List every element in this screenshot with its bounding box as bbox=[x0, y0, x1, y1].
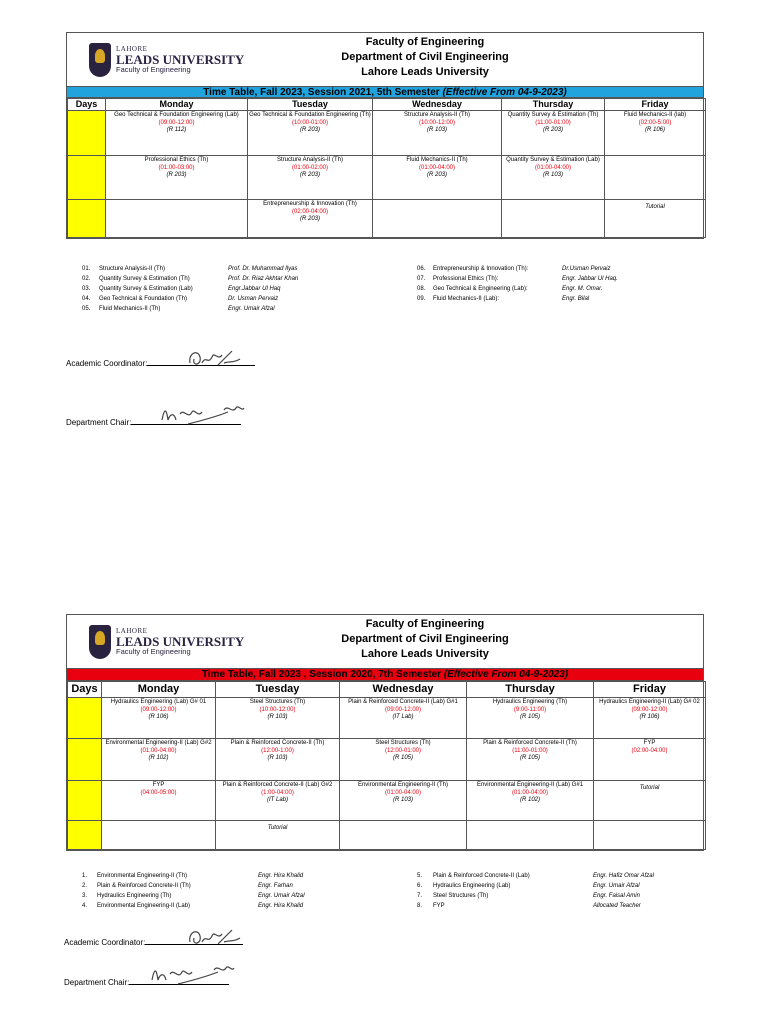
class-room: (R 103) bbox=[392, 797, 413, 803]
class-time: (02:00-04:00) bbox=[631, 747, 668, 754]
class-cell-tuesday bbox=[248, 200, 373, 238]
legend-subject: Plain & Reinforced Concrete-II (Th) bbox=[97, 883, 191, 889]
department-chair-label: Department Chair: bbox=[66, 418, 132, 427]
class-subject: Entrepreneurship & Innovation (Th) bbox=[263, 201, 357, 207]
legend-teacher: Engr. Hira Khalid bbox=[258, 903, 304, 909]
class-room: (R 112) bbox=[166, 127, 187, 133]
class-time: (01:00-02:00) bbox=[291, 164, 329, 171]
legend-number: 04. bbox=[82, 296, 91, 302]
legend-number: 5. bbox=[417, 873, 423, 879]
class-cell-wednesday bbox=[373, 111, 502, 156]
class-cell-friday bbox=[605, 200, 706, 238]
class-time: (01:00-03:00) bbox=[158, 164, 195, 171]
class-room: (R 105) bbox=[392, 755, 413, 761]
legend-number: 09. bbox=[417, 296, 426, 302]
sheet-header bbox=[67, 33, 703, 87]
timetable-grid bbox=[67, 98, 706, 238]
class-cell-friday bbox=[594, 821, 706, 850]
legend-subject: Professional Ethics (Th): bbox=[433, 276, 499, 282]
legend-number: 05. bbox=[82, 306, 91, 312]
department-title: Department of Civil Engineering bbox=[341, 633, 509, 645]
department-chair-label: Department Chair: bbox=[64, 978, 130, 987]
teacher-legend-right bbox=[417, 871, 707, 911]
days-header: Days bbox=[68, 682, 102, 698]
class-cell-tuesday bbox=[248, 111, 373, 156]
class-time: (09:00-12:00) bbox=[631, 706, 668, 713]
class-cell-wednesday bbox=[373, 200, 502, 238]
class-subject: Hydraulics Engineering-II (Lab) G# 02 bbox=[599, 699, 700, 705]
legend-item bbox=[82, 264, 402, 274]
timetable-title: Time Table, Fall 2023, Session 2021, 5th Semester bbox=[203, 87, 440, 98]
legend-teacher: Engr. Umair Afzal bbox=[593, 883, 640, 889]
legend-subject: Quantity Survey & Estimation (Th) bbox=[99, 276, 190, 282]
university-seal-icon bbox=[89, 625, 111, 659]
department-title: Department of Civil Engineering bbox=[341, 51, 509, 63]
timetable-row bbox=[68, 739, 706, 781]
legend-number: 3. bbox=[82, 893, 88, 899]
class-cell-wednesday bbox=[340, 781, 467, 821]
class-time: (01:00-04:00) bbox=[511, 789, 549, 796]
class-cell-thursday bbox=[467, 821, 594, 850]
legend-subject: Hydraulics Engineering (Th) bbox=[97, 893, 172, 899]
legend-subject: Hydraulics Engineering (Lab) bbox=[433, 883, 511, 889]
university-seal-icon bbox=[89, 43, 111, 77]
class-time: (01:00-04:00) bbox=[140, 747, 177, 754]
class-cell-thursday bbox=[467, 698, 594, 739]
class-room: (R 106) bbox=[644, 127, 665, 133]
class-subject: FYP bbox=[643, 740, 656, 746]
legend-teacher: Engr. M. Omar. bbox=[562, 286, 603, 292]
legend-teacher: Engr. Jabbar Ul Haq. bbox=[562, 276, 618, 282]
effective-date: (Effective From 04-9-2023) bbox=[442, 87, 567, 98]
class-time: (11:00-01:00) bbox=[535, 119, 571, 126]
class-cell-thursday bbox=[502, 111, 605, 156]
legend-subject: Environmental Engineering-II (Th) bbox=[97, 873, 188, 879]
legend-subject: Plain & Reinforced Concrete-II (Lab) bbox=[433, 873, 530, 879]
legend-item bbox=[417, 891, 707, 901]
class-time: (01:00-04:00) bbox=[534, 164, 572, 171]
class-cell-wednesday bbox=[373, 156, 502, 200]
day-header-tuesday: Tuesday bbox=[248, 99, 373, 111]
sheet-header bbox=[67, 615, 703, 669]
class-time: (02:00-5:00) bbox=[638, 119, 672, 126]
academic-coordinator-label: Academic Coordinator: bbox=[66, 359, 148, 368]
legend-item bbox=[417, 284, 707, 294]
chair-signature-icon bbox=[158, 400, 258, 428]
legend-teacher: Engr. Farhan bbox=[258, 883, 293, 889]
timetable-title-bar bbox=[67, 669, 703, 681]
legend-subject: Quantity Survey & Estimation (Lab) bbox=[99, 286, 193, 292]
timetable-sheet-5th-semester bbox=[66, 32, 704, 239]
day-header-thursday: Thursday bbox=[502, 99, 605, 111]
class-room: (IT Lab) bbox=[392, 714, 414, 720]
legend-item bbox=[82, 901, 402, 911]
day-header-tuesday: Tuesday bbox=[216, 682, 340, 698]
class-cell-wednesday bbox=[340, 698, 467, 739]
legend-teacher: Prof. Dr. Muhammad Ilyas bbox=[228, 266, 298, 272]
class-room: (R 203) bbox=[542, 127, 563, 133]
legend-item bbox=[417, 871, 707, 881]
class-cell-monday bbox=[102, 781, 216, 821]
class-cell-wednesday bbox=[340, 739, 467, 781]
legend-number: 4. bbox=[82, 903, 88, 909]
department-chair-signature bbox=[66, 418, 241, 427]
legend-teacher: Engr. Hira Khalid bbox=[258, 873, 304, 879]
class-time: (1:00-04:00) bbox=[261, 789, 294, 796]
day-header-wednesday: Wednesday bbox=[340, 682, 467, 698]
day-marker-cell bbox=[68, 821, 102, 850]
timetable-row bbox=[68, 200, 706, 238]
teacher-legend-left bbox=[82, 264, 402, 314]
class-time: (01:00-04:00) bbox=[384, 789, 422, 796]
day-header-monday: Monday bbox=[102, 682, 216, 698]
department-chair-signature bbox=[64, 978, 229, 987]
day-marker-cell bbox=[68, 111, 106, 156]
legend-item bbox=[82, 274, 402, 284]
effective-date: (Effective From 04-9-2023) bbox=[443, 669, 569, 680]
class-subject: Tutorial bbox=[639, 785, 660, 791]
logo-faculty: Faculty of Engineering bbox=[116, 65, 191, 75]
day-header-friday: Friday bbox=[605, 99, 706, 111]
legend-number: 2. bbox=[82, 883, 88, 889]
academic-coordinator-label: Academic Coordinator: bbox=[64, 938, 146, 947]
class-cell-thursday bbox=[467, 739, 594, 781]
timetable-title: Time Table, Fall 2023 , Session 2020, 7th Semester bbox=[201, 669, 442, 680]
legend-number: 03. bbox=[82, 286, 91, 292]
university-logo bbox=[89, 625, 244, 659]
class-cell-monday bbox=[106, 200, 248, 238]
legend-number: 01. bbox=[82, 266, 91, 272]
class-subject: Quantity Survey & Estimation (Lab) bbox=[506, 157, 600, 163]
day-header-monday: Monday bbox=[106, 99, 248, 111]
legend-item bbox=[417, 264, 707, 274]
class-subject: Environmental Engineering-II (Th) bbox=[357, 782, 449, 788]
day-marker-cell bbox=[68, 698, 102, 739]
class-cell-thursday bbox=[502, 200, 605, 238]
legend-item bbox=[82, 881, 402, 891]
class-cell-wednesday bbox=[340, 821, 467, 850]
class-subject: Steel Structures (Th) bbox=[375, 740, 431, 746]
class-room: (R 106) bbox=[148, 714, 169, 720]
university-logo bbox=[89, 43, 244, 77]
logo-small-text: LAHORE bbox=[116, 627, 148, 636]
class-room: (R 105) bbox=[519, 755, 540, 761]
legend-subject: Entrepreneurship & Innovation (Th): bbox=[433, 266, 529, 272]
legend-teacher: Engr. Umair Afzal bbox=[228, 306, 275, 312]
header-titles bbox=[267, 35, 583, 80]
class-subject: Structure Analysis-II (Th) bbox=[276, 157, 344, 163]
class-time: (09:00-12:00) bbox=[384, 706, 422, 713]
class-subject: Hydraulics Engineering (Th) bbox=[492, 699, 568, 705]
class-room: (R 102) bbox=[519, 797, 540, 803]
class-room: (R 203) bbox=[166, 172, 187, 178]
legend-item bbox=[417, 881, 707, 891]
class-cell-monday bbox=[106, 156, 248, 200]
legend-number: 07. bbox=[417, 276, 426, 282]
legend-number: 6. bbox=[417, 883, 423, 889]
academic-coordinator-signature bbox=[64, 938, 243, 947]
legend-number: 7. bbox=[417, 893, 423, 899]
class-subject: Fluid Mechanics-II (lab) bbox=[623, 112, 687, 118]
class-cell-tuesday bbox=[216, 739, 340, 781]
class-time: (04:00-05:00) bbox=[140, 789, 177, 796]
class-time: (10:00-01:00) bbox=[291, 119, 329, 126]
legend-item bbox=[417, 901, 707, 911]
class-cell-tuesday bbox=[216, 821, 340, 850]
class-subject: Hydraulics Engineering (Lab) G# 01 bbox=[110, 699, 207, 705]
legend-number: 08. bbox=[417, 286, 426, 292]
timetable-row bbox=[68, 698, 706, 739]
legend-teacher: Engr. Faisal Amin bbox=[593, 893, 640, 899]
class-room: (R 106) bbox=[639, 714, 660, 720]
university-title: Lahore Leads University bbox=[361, 648, 489, 660]
class-cell-tuesday bbox=[216, 781, 340, 821]
legend-subject: Structure Analysis-II (Th) bbox=[99, 266, 166, 272]
legend-teacher: Dr.Usman Pervaiz bbox=[562, 266, 611, 272]
legend-number: 06. bbox=[417, 266, 426, 272]
legend-teacher: Engr. Bilal bbox=[562, 296, 590, 302]
header-titles bbox=[267, 617, 583, 662]
day-marker-cell bbox=[68, 156, 106, 200]
class-subject: Plain & Reinforced Concrete-II (Lab) G#1 bbox=[348, 699, 458, 705]
class-cell-friday bbox=[605, 111, 706, 156]
class-subject: Tutorial bbox=[267, 825, 288, 831]
class-room: (R 203) bbox=[299, 127, 320, 133]
timetable-row bbox=[68, 781, 706, 821]
class-subject: Plain & Reinforced Concrete-II (Lab) G#2 bbox=[222, 782, 333, 788]
timetable-grid bbox=[67, 681, 706, 850]
class-time: (11:00-01:00) bbox=[512, 747, 548, 754]
legend-subject: FYP bbox=[433, 903, 445, 909]
faculty-title: Faculty of Engineering bbox=[365, 618, 485, 630]
class-cell-friday bbox=[594, 698, 706, 739]
legend-item bbox=[82, 284, 402, 294]
class-subject: FYP bbox=[152, 782, 165, 788]
legend-teacher: Engr. Hafiz Omar Afzal bbox=[593, 873, 654, 879]
day-marker-cell bbox=[68, 781, 102, 821]
day-marker-cell bbox=[68, 739, 102, 781]
teacher-legend-right bbox=[417, 264, 707, 304]
timetable-row bbox=[68, 111, 706, 156]
class-subject: Geo Technical & Foundation Engineering (Lab) bbox=[114, 112, 239, 118]
class-time: (12:00-01:00) bbox=[384, 747, 422, 754]
class-subject: Fluid Mechanics-II (Th) bbox=[406, 157, 468, 163]
legend-number: 02. bbox=[82, 276, 91, 282]
teacher-legend-left bbox=[82, 871, 402, 911]
legend-teacher: Prof. Dr. Riaz Akhtar Khan bbox=[228, 276, 299, 282]
class-room: (R 102) bbox=[148, 755, 169, 761]
day-header-friday: Friday bbox=[594, 682, 706, 698]
legend-item bbox=[417, 274, 707, 284]
class-subject: Environmental Engineering-II (Lab) G#1 bbox=[476, 782, 584, 788]
days-header: Days bbox=[68, 99, 106, 111]
class-subject: Quantity Survey & Estimation (Th) bbox=[507, 112, 599, 118]
timetable-body bbox=[68, 111, 706, 238]
class-room: (R 203) bbox=[299, 172, 320, 178]
legend-subject: Steel Structures (Th) bbox=[433, 893, 489, 899]
timetable-row bbox=[68, 156, 706, 200]
class-subject: Plain & Reinforced Concrete-II (Th) bbox=[230, 740, 325, 746]
class-time: (01:00-04:00) bbox=[418, 164, 456, 171]
class-room: (R 103) bbox=[542, 172, 563, 178]
logo-faculty: Faculty of Engineering bbox=[116, 647, 191, 657]
coordinator-signature-icon bbox=[184, 924, 244, 950]
class-cell-monday bbox=[102, 698, 216, 739]
class-subject: Environmental Engineering-II (Lab) G#2 bbox=[105, 740, 212, 746]
class-room: (R 105) bbox=[519, 714, 540, 720]
timetable-sheet-7th-semester bbox=[66, 614, 704, 851]
class-cell-tuesday bbox=[216, 698, 340, 739]
legend-item bbox=[82, 294, 402, 304]
legend-teacher: Allocated Teacher bbox=[593, 903, 641, 909]
class-time: (10:00-12:00) bbox=[259, 706, 296, 713]
class-time: (10:00-12:00) bbox=[418, 119, 456, 126]
timetable-title-bar bbox=[67, 87, 703, 98]
class-cell-monday bbox=[106, 111, 248, 156]
class-subject: Structure Analysis-II (Th) bbox=[403, 112, 471, 118]
class-subject: Geo Technical & Foundation Engineering (Th) bbox=[249, 112, 371, 118]
legend-subject: Environmental Engineering-II (Lab) bbox=[97, 903, 191, 909]
legend-subject: Fluid Mechanics-II (Lab): bbox=[433, 296, 500, 302]
class-cell-tuesday bbox=[248, 156, 373, 200]
legend-teacher: Dr. Usman Pervaiz bbox=[228, 296, 279, 302]
class-cell-friday bbox=[594, 739, 706, 781]
class-cell-monday bbox=[102, 821, 216, 850]
legend-item bbox=[417, 294, 707, 304]
coordinator-signature-icon bbox=[184, 345, 244, 371]
legend-subject: Geo Technical & Engineering (Lab): bbox=[433, 286, 528, 292]
timetable-body bbox=[68, 698, 706, 850]
day-marker-cell bbox=[68, 200, 106, 238]
legend-item bbox=[82, 871, 402, 881]
class-subject: Professional Ethics (Th) bbox=[144, 157, 209, 163]
class-cell-thursday bbox=[467, 781, 594, 821]
chair-signature-icon bbox=[148, 960, 248, 988]
class-time: (09:00-12:00) bbox=[140, 706, 177, 713]
class-cell-friday bbox=[605, 156, 706, 200]
faculty-title: Faculty of Engineering bbox=[365, 36, 485, 48]
logo-name: LEADS UNIVERSITY bbox=[116, 634, 245, 650]
class-cell-friday bbox=[594, 781, 706, 821]
class-time: (02:00-04:00) bbox=[291, 208, 329, 215]
academic-coordinator-signature bbox=[66, 359, 255, 368]
class-room: (R 103) bbox=[426, 127, 447, 133]
class-room: (R 203) bbox=[299, 216, 320, 222]
class-time: (09:00-12:00) bbox=[158, 119, 195, 126]
logo-name: LEADS UNIVERSITY bbox=[116, 52, 245, 68]
class-room: (IT Lab) bbox=[266, 797, 288, 803]
class-cell-monday bbox=[102, 739, 216, 781]
class-room: (R 103) bbox=[267, 755, 288, 761]
day-header-wednesday: Wednesday bbox=[373, 99, 502, 111]
legend-teacher: Engr. Umair Afzal bbox=[258, 893, 305, 899]
logo-small-text: LAHORE bbox=[116, 45, 148, 54]
class-room: (R 103) bbox=[267, 714, 288, 720]
timetable-row bbox=[68, 821, 706, 850]
class-subject: Plain & Reinforced Concrete-II (Th) bbox=[483, 740, 577, 746]
legend-number: 1. bbox=[82, 873, 88, 879]
legend-item bbox=[82, 304, 402, 314]
legend-subject: Fluid Mechanics-II (Th) bbox=[99, 306, 161, 312]
class-room: (R 203) bbox=[426, 172, 447, 178]
day-header-thursday: Thursday bbox=[467, 682, 594, 698]
class-subject: Tutorial bbox=[645, 204, 665, 210]
legend-number: 8. bbox=[417, 903, 423, 909]
class-cell-thursday bbox=[502, 156, 605, 200]
class-time: (9:00-11:00) bbox=[513, 706, 547, 713]
legend-subject: Geo Technical & Foundation (Th) bbox=[99, 296, 187, 302]
university-title: Lahore Leads University bbox=[361, 66, 489, 78]
class-subject: Steel Structures (Th) bbox=[249, 699, 306, 705]
legend-teacher: Engr.Jabbar Ul Haq bbox=[228, 286, 281, 292]
class-time: (12:00-1:00) bbox=[261, 747, 294, 754]
legend-item bbox=[82, 891, 402, 901]
